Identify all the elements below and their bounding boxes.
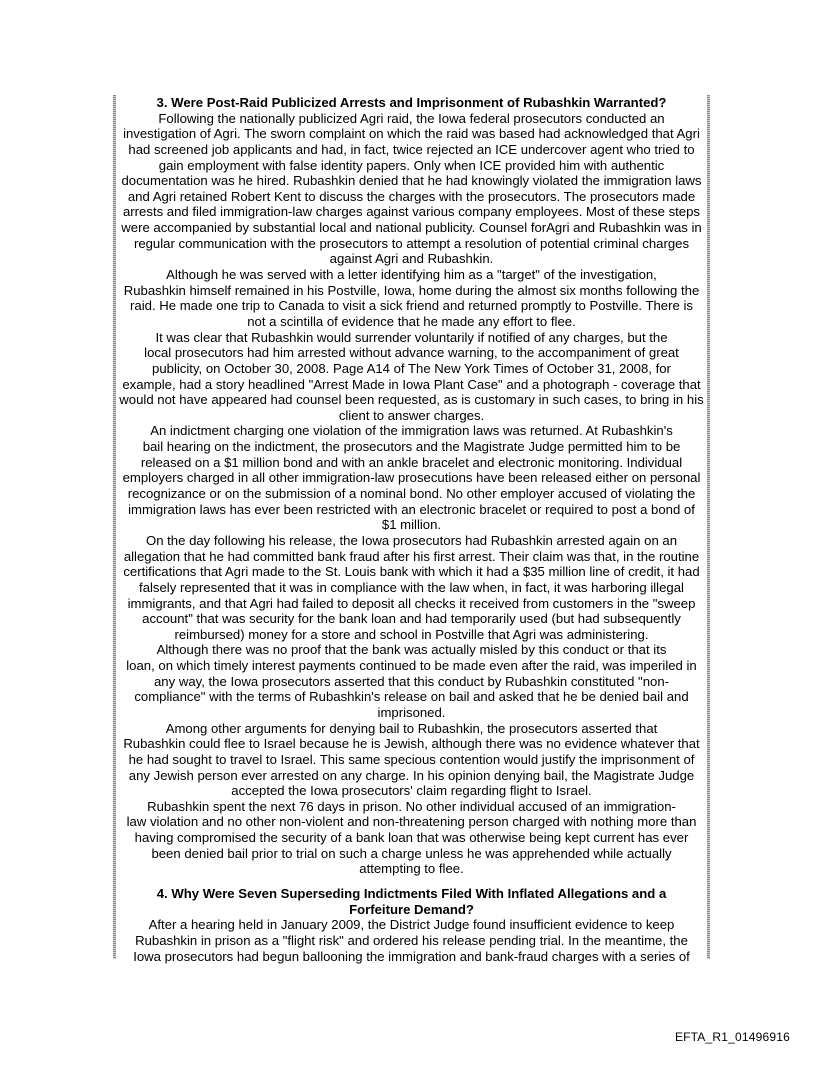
body-text-line: reimbursed) money for a store and school in Postville that Agri was administering. [174,626,649,642]
right-margin-rule [707,95,710,959]
body-text-line: documentation was he hired. Rubashkin denied that he had knowingly violated the immigration laws [121,173,702,189]
body-text-line: allegation that he had committed bank fraud after his first arrest. Their claim was that, in the routine [123,548,700,564]
body-text-line: Among other arguments for denying bail to Rubashkin, the prosecutors asserted that [165,720,658,736]
body-text-line: raid. He made one trip to Canada to visit a sick friend and returned promptly to Postville. There is [130,298,693,314]
body-text-line: having compromised the security of a bank loan that was otherwise being kept current has ever [134,830,689,846]
body-text-line: immigrants, and that Agri had failed to deposit all checks it received from customers in the "sweep [127,595,696,611]
body-text-line: law violation and no other non-violent and non-threatening person charged with nothing more than [126,814,697,830]
body-text-line: against Agri and Rubashkin. [329,251,494,267]
section-heading-line: Forfeiture Demand? [349,901,474,917]
body-text-line: any Jewish person ever arrested on any charge. In his opinion denying bail, the Magistrate Judge [128,767,695,783]
body-text-line: he had sought to travel to Israel. This same specious contention would justify the imprisonment of [128,751,695,767]
document-body [116,95,707,964]
body-text-line: were accompanied by substantial local and national publicity. Counsel forAgri and Rubashkin was in [121,220,702,236]
body-text-line: recognizance or on the submission of a nominal bond. No other employer accused of violating the [127,486,696,502]
body-text-line: attempting to flee. [359,861,464,877]
body-text-line: investigation of Agri. The sworn complaint on which the raid was based had acknowledged that Agri [123,126,700,142]
body-text-line: certifications that Agri made to the St. Louis bank with which it had a $35 million line of credit, it had [123,564,700,580]
body-text-line: example, had a story headlined "Arrest Made in Iowa Plant Case" and a photograph - coverage that [122,376,701,392]
body-text-line: accepted the Iowa prosecutors' claim regarding flight to Israel. [231,783,592,799]
body-text-line: It was clear that Rubashkin would surrender voluntarily if notified of any charges, but the [155,329,668,345]
body-text-line: bail hearing on the indictment, the prosecutors and the Magistrate Judge permitted him to be [142,439,681,455]
body-text-line: compliance" with the terms of Rubashkin's release on bail and asked that he be denied bail and [134,689,689,705]
body-text-line: not a scintilla of evidence that he made any effort to flee. [247,313,576,329]
body-text-line: $1 million. [381,517,442,533]
paragraph-gap [116,877,707,886]
body-text-line: had screened job applicants and had, in fact, twice rejected an ICE undercover agent who tried to [128,141,695,157]
body-text-line: Rubashkin spent the next 76 days in prison. No other individual accused of an immigration- [147,798,676,814]
body-text-line: immigration laws has ever been restricted with an electronic bracelet or required to post a bond of [128,501,695,517]
section-heading-line: 3. Were Post-Raid Publicized Arrests and Imprisonment of Rubashkin Warranted? [156,95,667,110]
body-text-line: After a hearing held in January 2009, the District Judge found insufficient evidence to keep [148,917,675,933]
document-id: EFTA_R1_01496916 [674,1030,790,1044]
body-text-line: arrests and filed immigration-law charges against various company employees. Most of these steps [123,204,700,220]
body-text-line: Following the nationally publicized Agri raid, the Iowa federal prosecutors conducted an [158,110,665,126]
body-text-line: publicity, on October 30, 2008. Page A14 of The New York Times of October 31, 2008, for [152,360,671,376]
body-text-line: On the day following his release, the Iowa prosecutors had Rubashkin arrested again on an [145,532,678,548]
body-text-line: local prosecutors had him arrested without advance warning, to the accompaniment of great [144,345,679,361]
body-text-line: account" that was security for the bank loan and had temporarily used (but had subsequently [142,611,681,627]
body-text-line: Although there was no proof that the bank was actually misled by this conduct or that its [156,642,667,658]
body-text-line: loan, on which timely interest payments continued to be made even after the raid, was imperiled in [126,658,697,674]
body-text-line: Although he was served with a letter identifying him as a "target" of the investigation, [166,267,657,283]
body-text-line: employers charged in all other immigration-law prosecutions have been released either on personal [122,470,701,486]
body-text-line: Iowa prosecutors had begun ballooning the immigration and bank-fraud charges with a series of [133,948,690,964]
body-text-line: any way, the Iowa prosecutors asserted that this conduct by Rubashkin constituted "non- [154,673,669,689]
body-text-line: gain employment with false identity papers. Only when ICE provided him with authentic [158,157,665,173]
body-text-line: Rubashkin in prison as a "flight risk" and ordered his release pending trial. In the meantime, the [135,932,688,948]
body-text-line: falsely represented that it was in compliance with the law when, in fact, it was harboring illegal [139,579,684,595]
section-heading-line: 4. Why Were Seven Superseding Indictments Filed With Inflated Allegations and a [156,886,667,902]
body-text-line: and Agri retained Robert Kent to discuss the charges with the prosecutors. The prosecutors made [127,188,696,204]
body-text-line: been denied bail prior to trial on such a charge unless he was apprehended while actually [151,845,672,861]
body-text-line: An indictment charging one violation of the immigration laws was returned. At Rubashkin's [150,423,673,439]
body-text-line: client to answer charges. [338,407,485,423]
body-text-line: would not have appeared had counsel been requested, as is customary in such cases, to bring in his [119,392,704,408]
page-frame [113,95,710,964]
body-text-line: Rubashkin himself remained in his Postville, Iowa, home during the almost six months following the [123,282,700,298]
body-text-line: Rubashkin could flee to Israel because he is Jewish, although there was no evidence whatever that [123,736,700,752]
body-text-line: imprisoned. [377,704,446,720]
body-text-line: released on a $1 million bond and with an ankle bracelet and electronic monitoring. Individual [140,454,683,470]
body-text-line: regular communication with the prosecutors to attempt a resolution of potential criminal charges [133,235,690,251]
